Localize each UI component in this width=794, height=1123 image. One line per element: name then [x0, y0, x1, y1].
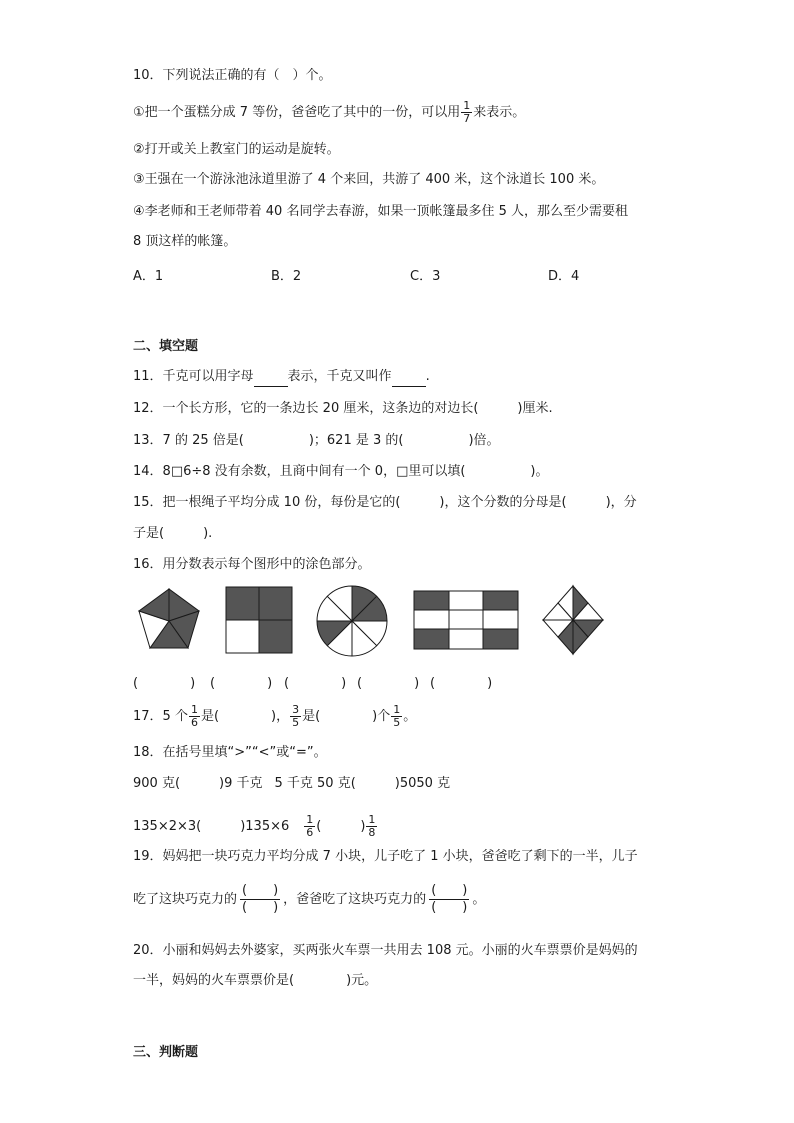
q16-answer-2[interactable]: ( ) — [210, 676, 273, 691]
q10-option-b[interactable]: B．2 — [271, 269, 302, 284]
q18-row-2: 135×2×3( )135×6 $\frac{1}{6}$ ( ) $\frac{1}{8}$ — [133, 813, 376, 839]
rectangle-grid-figure — [413, 590, 519, 650]
q16-answer-5[interactable]: ( ) — [430, 676, 493, 691]
q19-fraction-blank-1[interactable]: $\frac{( )}{( )}$ — [242, 883, 279, 915]
q16-stem: 16．用分数表示每个图形中的涂色部分。 — [133, 557, 371, 572]
q10-statement-3: ③王强在一个游泳池泳道里游了 4 个来回，共游了 400 米，这个泳道长 100 米。 — [133, 172, 605, 187]
q16-answer-4[interactable]: ( ) — [357, 676, 420, 691]
q10-option-c[interactable]: C．3 — [410, 269, 441, 284]
q11-blank-1[interactable] — [254, 368, 288, 387]
q12: 12．一个长方形，它的一条边长 20 厘米，这条边的对边长( )厘米. — [133, 401, 553, 416]
pentagon-figure — [134, 586, 204, 656]
section-heading-fill-blank: 二、填空题 — [133, 339, 199, 354]
square-figure — [225, 586, 293, 654]
q10-statement-4b: 8 顶这样的帐篷。 — [133, 234, 237, 249]
q17: 17．5 个 $\frac{1}{6}$ 是( )， $\frac{3}{5}$ 是( )个 $\frac{1}{5}$ 。 — [133, 703, 417, 729]
q18-row-1: 900 克( )9 千克 5 千克 50 克( )5050 克 — [133, 776, 451, 791]
fraction-one-sixth: $\frac{1}{6}$ — [306, 813, 314, 839]
q14: 14．8□6÷8 没有余数，且商中间有一个 0，□里可以填( )。 — [133, 464, 549, 479]
q10-stem: 10．下列说法正确的有（ ）个。 — [133, 68, 332, 83]
q10-statement-1: ①把一个蛋糕分成 7 等份，爸爸吃了其中的一份，可以用 $\frac{1}{7}$ 来表示。 — [133, 99, 526, 125]
circle-figure — [315, 584, 389, 658]
q20-line-1: 20．小丽和妈妈去外婆家，买两张火车票一共用去 108 元。小丽的火车票票价是妈妈的 — [133, 943, 638, 958]
fraction-one-eighth: $\frac{1}{8}$ — [368, 813, 376, 839]
fraction-one-sixth: $\frac{1}{6}$ — [190, 703, 198, 729]
q10-option-a[interactable]: A．1 — [133, 269, 164, 284]
q20-line-2: 一半，妈妈的火车票票价是( )元。 — [133, 973, 378, 988]
q18-stem: 18．在括号里填“>”“<”或“=”。 — [133, 745, 327, 760]
q11-blank-2[interactable] — [392, 368, 426, 387]
fraction-one-seventh: $\frac{1}{7}$ — [463, 99, 471, 125]
q19-line-1: 19．妈妈把一块巧克力平均分成 7 小块，儿子吃了 1 小块，爸爸吃了剩下的一半，儿子 — [133, 849, 638, 864]
q19-line-2: 吃了这块巧克力的 $\frac{( )}{( )}$ ，爸爸吃了这块巧克力的 $\frac{( )}{( )}$ 。 — [133, 883, 486, 915]
q19-fraction-blank-2[interactable]: $\frac{( )}{( )}$ — [431, 883, 468, 915]
fraction-one-fifth: $\frac{1}{5}$ — [393, 703, 401, 729]
q16-answer-1[interactable]: ( ) — [133, 676, 196, 691]
section-heading-true-false: 三、判断题 — [133, 1045, 199, 1060]
diamond-figure — [541, 584, 605, 656]
q11: 11．千克可以用字母 表示，千克又叫作 . — [133, 368, 430, 387]
q15-line-1: 15．把一根绳子平均分成 10 份，每份是它的( )，这个分数的分母是( )，分 — [133, 495, 637, 510]
q16-answer-3[interactable]: ( ) — [284, 676, 347, 691]
q10-statement-2: ②打开或关上教室门的运动是旋转。 — [133, 142, 340, 157]
q10-option-d[interactable]: D．4 — [548, 269, 580, 284]
q10-statement-4a: ④李老师和王老师带着 40 名同学去春游，如果一顶帐篷最多住 5 人，那么至少需要租 — [133, 204, 628, 219]
q15-line-2: 子是( ). — [133, 526, 213, 541]
fraction-three-fifths: $\frac{3}{5}$ — [292, 703, 300, 729]
q13: 13．7 的 25 倍是( )；621 是 3 的( )倍。 — [133, 433, 500, 448]
